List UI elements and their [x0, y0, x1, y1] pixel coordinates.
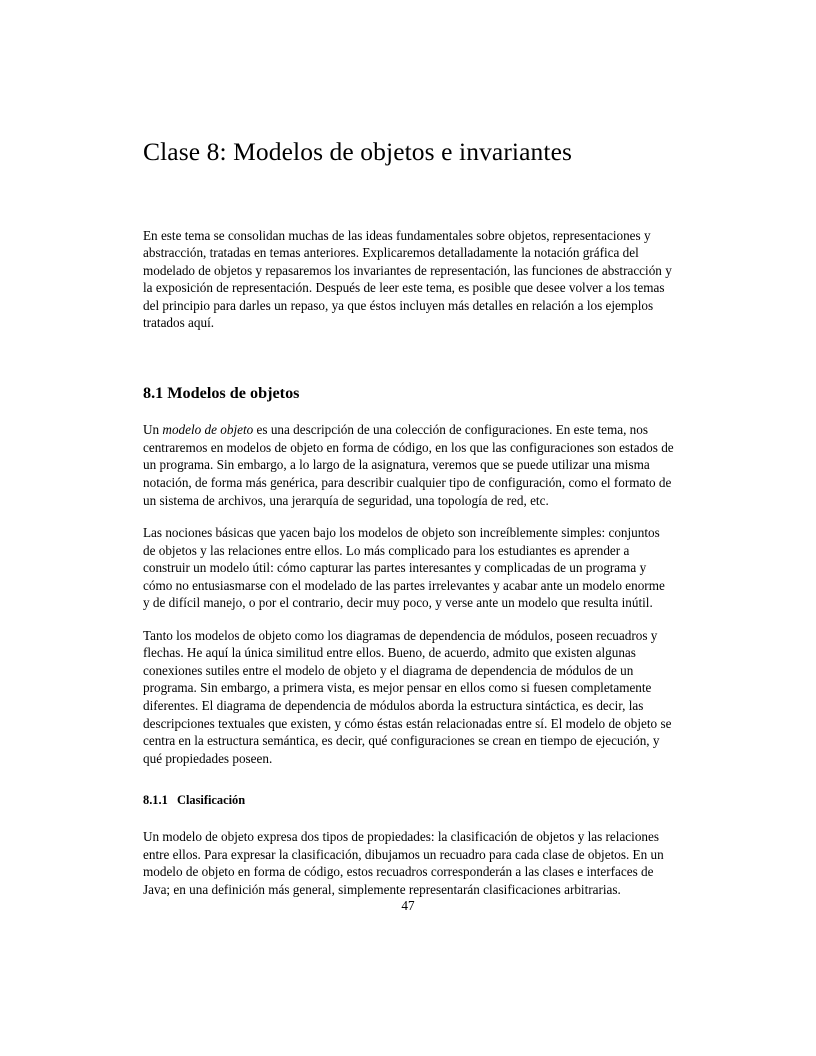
section-8-1-paragraph-1: [143, 421, 674, 509]
subsection-8-1-1-body: [143, 816, 674, 898]
subsection-8-1-1-paragraph-1: Un modelo de objeto expresa dos tipos de propiedades: la clasificación de objetos y las relaciones entre ellos. Para expresar la clasificación, dibujamos un recuadro para cada clase de objetos. En un modelo de objeto en forma de código, estos recuadros corresponderán a las clases e interfaces de Java; en una definición más general, simplemente representarán clasificaciones arbitrarias.: [143, 829, 664, 897]
section-8-1-body: [143, 410, 674, 767]
subsection-title: Clasificación: [177, 793, 246, 808]
paragraph-rest-text: es una descripción de una colección de configuraciones. En este tema, nos centraremos en modelos de objeto en forma de código, en los que las configuraciones son estados de un programa. Sin embargo, a lo largo de la asignatura, veremos que se puede utilizar una misma notación, de forma más genérica, para describir cualquier tipo de configuración, como el formato de un sistema de archivos, una jerarquía de seguridad, una topología de red, etc.: [143, 422, 674, 508]
section-heading-8-1: 8.1 Modelos de objetos: [143, 383, 300, 402]
section-8-1-paragraph-3: Tanto los modelos de objeto como los diagramas de dependencia de módulos, poseen recuadros y flechas. He aquí la única similitud entre ellos. Bueno, de acuerdo, admito que existen algunas conexiones sutiles entre el modelo de objeto y el diagrama de dependencia de módulos de un programa. Sin embargo, a primera vista, es mejor pensar en ellos como si fuesen completamente diferentes. El diagrama de dependencia de módulos aborda la estructura sintáctica, es decir, las descripciones textuales que existen, y cómo éstas están relacionadas entre sí. El modelo de objeto se centra en la estructura semántica, es decir, qué configuraciones se crean en tiempo de ejecución, y qué propiedades poseen.: [143, 627, 672, 766]
section-8-1-paragraph-2: Las nociones básicas que yacen bajo los modelos de objeto son increíblemente simples: conjuntos de objetos y las relaciones entre ellos. Lo más complicado para los estudiantes es aprender a construir un modelo útil: cómo capturar las partes interesantes y complicadas de un programa y cómo no entusiasmarse con el modelado de las partes irrelevantes y acabar ante un modelo enorme y de difícil manejo, o por el contrario, decir muy poco, y verse ante un modelo que resulta inútil.: [143, 525, 665, 611]
emphasis-modelo-de-objeto: modelo de objeto: [162, 422, 254, 438]
intro-paragraph: En este tema se consolidan muchas de las ideas fundamentales sobre objetos, representaciones y abstracción, tratadas en temas anteriores. Explicaremos detalladamente la notación gráfica del modelado de objetos y repasaremos los invariantes de representación, las funciones de abstracción y la exposición de representación. Después de leer este tema, es posible que desee volver a los temas del principio para darles un repaso, ya que éstos incluyen más detalles en relación a los ejemplos tratados aquí.: [143, 227, 672, 331]
chapter-title: Clase 8: Modelos de objetos e invariantes: [143, 137, 573, 166]
paragraph-lead-text: Un: [143, 422, 163, 438]
page-content-column: [143, 0, 674, 898]
subsection-heading-8-1-1: [143, 767, 674, 816]
intro-block: [143, 168, 674, 332]
page-number: 47: [401, 898, 415, 913]
subsection-number: 8.1.1: [143, 793, 168, 808]
